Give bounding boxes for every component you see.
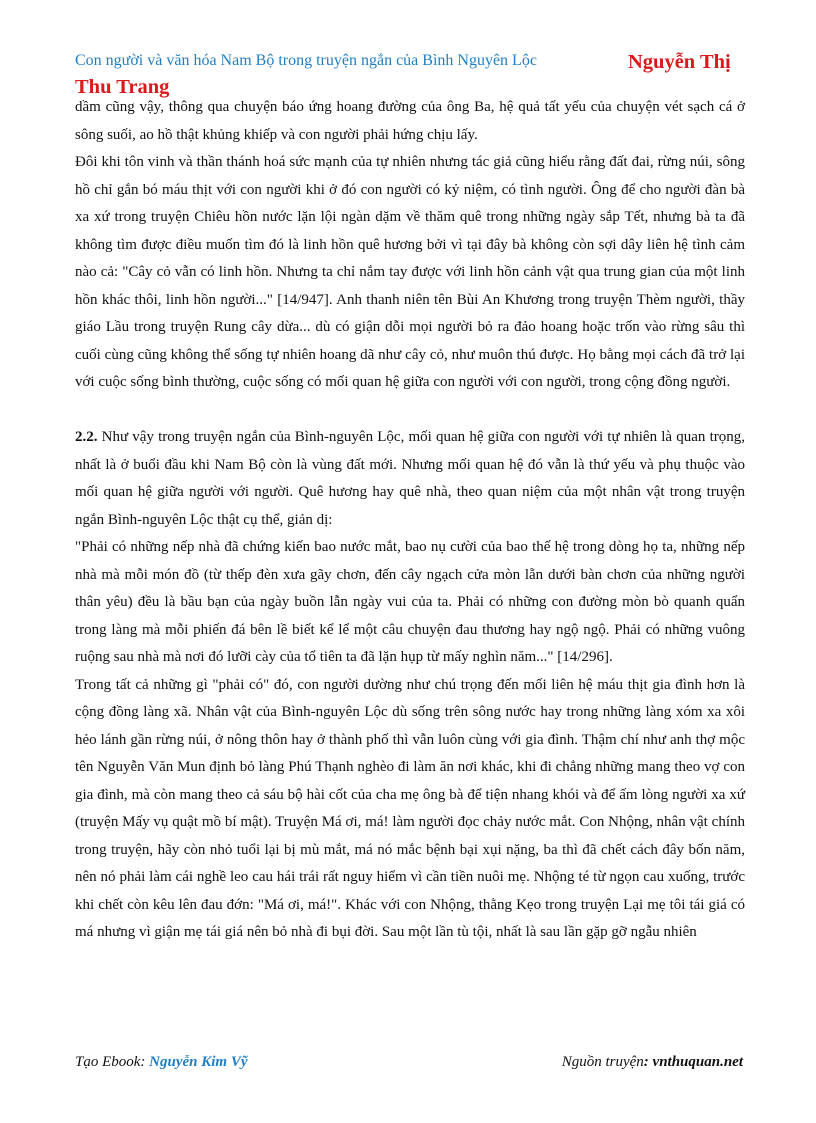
ebook-label: Tạo Ebook	[75, 1054, 141, 1070]
document-title: Con người và văn hóa Nam Bộ trong truyện ngắn của Bình Nguyên Lộc	[75, 52, 537, 69]
paragraph: Trong tất cả những gì "phải có" đó, con người dường như chú trọng đến mối liên hệ máu thịt gia đình hơn là cộng đồng làng xã. Nhân vật của Bình-nguyên Lộc dù sống trên sông nước hay trong những làng xóm xa xôi hẻo lánh gần rừng núi, ở nông thôn hay ở thành phố thì vẫn luôn cùng với gia đình. Thậm chí như anh thợ mộc tên Nguyễn Văn Mun định bỏ làng Phú Thạnh nghèo đi làm ăn nơi khác, khi đi chẳng những mang theo vợ con gia đình, mà còn mang theo cả sáu bộ hài cốt của cha mẹ ông bà để tiện nhang khói và để ấm lòng người xa xứ (truyện Mấy vụ quật mồ bí mật). Truyện Má ơi, má! làm người đọc chảy nước mắt. Con Nhộng, nhân vật chính trong truyện, hãy còn nhỏ tuổi lại bị mù mắt, má nó mắc bệnh bại xụi nặng, ba thì đã chết cách đây bốn năm, nên nó phải làm cái nghề leo cau hái trái rất nguy hiểm vì cần tiền nuôi mẹ. Nhộng té từ ngọn cau xuống, trước khi chết còn kêu lên đau đớn: "Má ơi, má!". Khác với con Nhộng, thằng Kẹo trong truyện Lại mẹ tôi tái giá có má nhưng vì giận mẹ tái giá nên bỏ nhà đi bụi đời. Sau một lần tù tội, nhất là sau lần gặp gỡ ngẫu nhiên	[75, 676, 745, 940]
source-site-link[interactable]: vnthuquan.net	[652, 1054, 743, 1070]
page-header	[75, 50, 745, 100]
paragraph-spacer	[75, 397, 745, 425]
source-label: Nguồn truyện	[561, 1054, 644, 1070]
paragraph: Đôi khi tôn vinh và thần thánh hoá sức mạnh của tự nhiên nhưng tác giả cũng hiểu rằng đất đai, rừng núi, sông hồ chỉ gắn bó máu thịt với con người khi ở đó con người có kỷ niệm, có tình người. Ông để cho người đàn bà xa xứ trong truyện Chiêu hồn nước lặn lội ngàn dặm về thăm quê trong những ngày sắp Tết, nhưng bà ta đã không tìm được điều muốn tìm đó là linh hồn quê hương bởi vì tại đây bà không còn sợi dây liên hệ tình cảm nào cả: "Cây cỏ vẫn có linh hồn. Nhưng ta chỉ nắm tay được với linh hồn cảnh vật qua trung gian của một linh hồn khác thôi, linh hồn người..." [14/947]. Anh thanh niên tên Bùi An Khương trong truyện Thèm người, thầy giáo Lầu trong truyện Rung cây dừa... dù có giận dỗi mọi người bỏ ra đảo hoang hoặc trốn vào rừng sâu thì cuối cùng cũng không thể sống tự nhiên hoang dã như cây cỏ, như muôn thú được. Họ bằng mọi cách đã trở lại với cuộc sống bình thường, cuộc sống có mối quan hệ giữa con người với con người, trong cộng đồng người.	[75, 154, 745, 390]
source-credit	[562, 1054, 743, 1071]
section-text: Như vậy trong truyện ngắn của Bình-nguyên Lộc, mối quan hệ giữa con người với tự nhiên là quan trọng, nhất là ở buổi đầu khi Nam Bộ còn là vùng đất mới. Nhưng mối quan hệ đó vẫn là thứ yếu và phụ thuộc vào mối quan hệ giữa người với người. Quê hương hay quê nhà, theo quan niệm của một nhân vật trong truyện ngắn Bình-nguyên Lộc thật cụ thể, giản dị:	[75, 429, 745, 528]
section-paragraph	[75, 424, 745, 534]
ebook-credit	[75, 1054, 248, 1071]
source-separator: :	[643, 1054, 653, 1070]
quote-paragraph: "Phải có những nếp nhà đã chứng kiến bao nước mắt, bao nụ cười của bao thế hệ trong dòng họ ta, những nếp nhà mà mỗi món đồ (từ thếp đèn xưa gãy chơn, đến cây ngạch cửa mòn lẵn dưới bàn chơn của những người thân yêu) đều là bầu bạn của ngày buồn lẫn ngày vui của ta. Phải có những con đường mòn bò quanh quẩn trong làng mà mỗi phiến đá bên lề biết kể lể một câu chuyện đau thương hay ngộ ngộ. Phải có những vuông ruộng sau nhà mà nơi đó lưỡi cày của tổ tiên ta đã lặn hụp từ mấy nghìn năm..." [14/296].	[75, 539, 745, 665]
paragraph: dầm cũng vậy, thông qua chuyện báo ứng hoang đường của ông Ba, hệ quả tất yếu của chuyện vét sạch cá ở sông suối, ao hồ thật khủng khiếp và con người phải hứng chịu lấy.	[75, 99, 745, 143]
ebook-creator-link[interactable]: Nguyễn Kim Vỹ	[149, 1054, 248, 1070]
section-number: 2.2.	[75, 429, 98, 445]
ebook-separator: :	[140, 1054, 150, 1070]
author-name: Nguyễn Thị Thu Trang	[75, 51, 731, 98]
page-footer	[75, 1054, 743, 1078]
body-text	[75, 94, 745, 947]
